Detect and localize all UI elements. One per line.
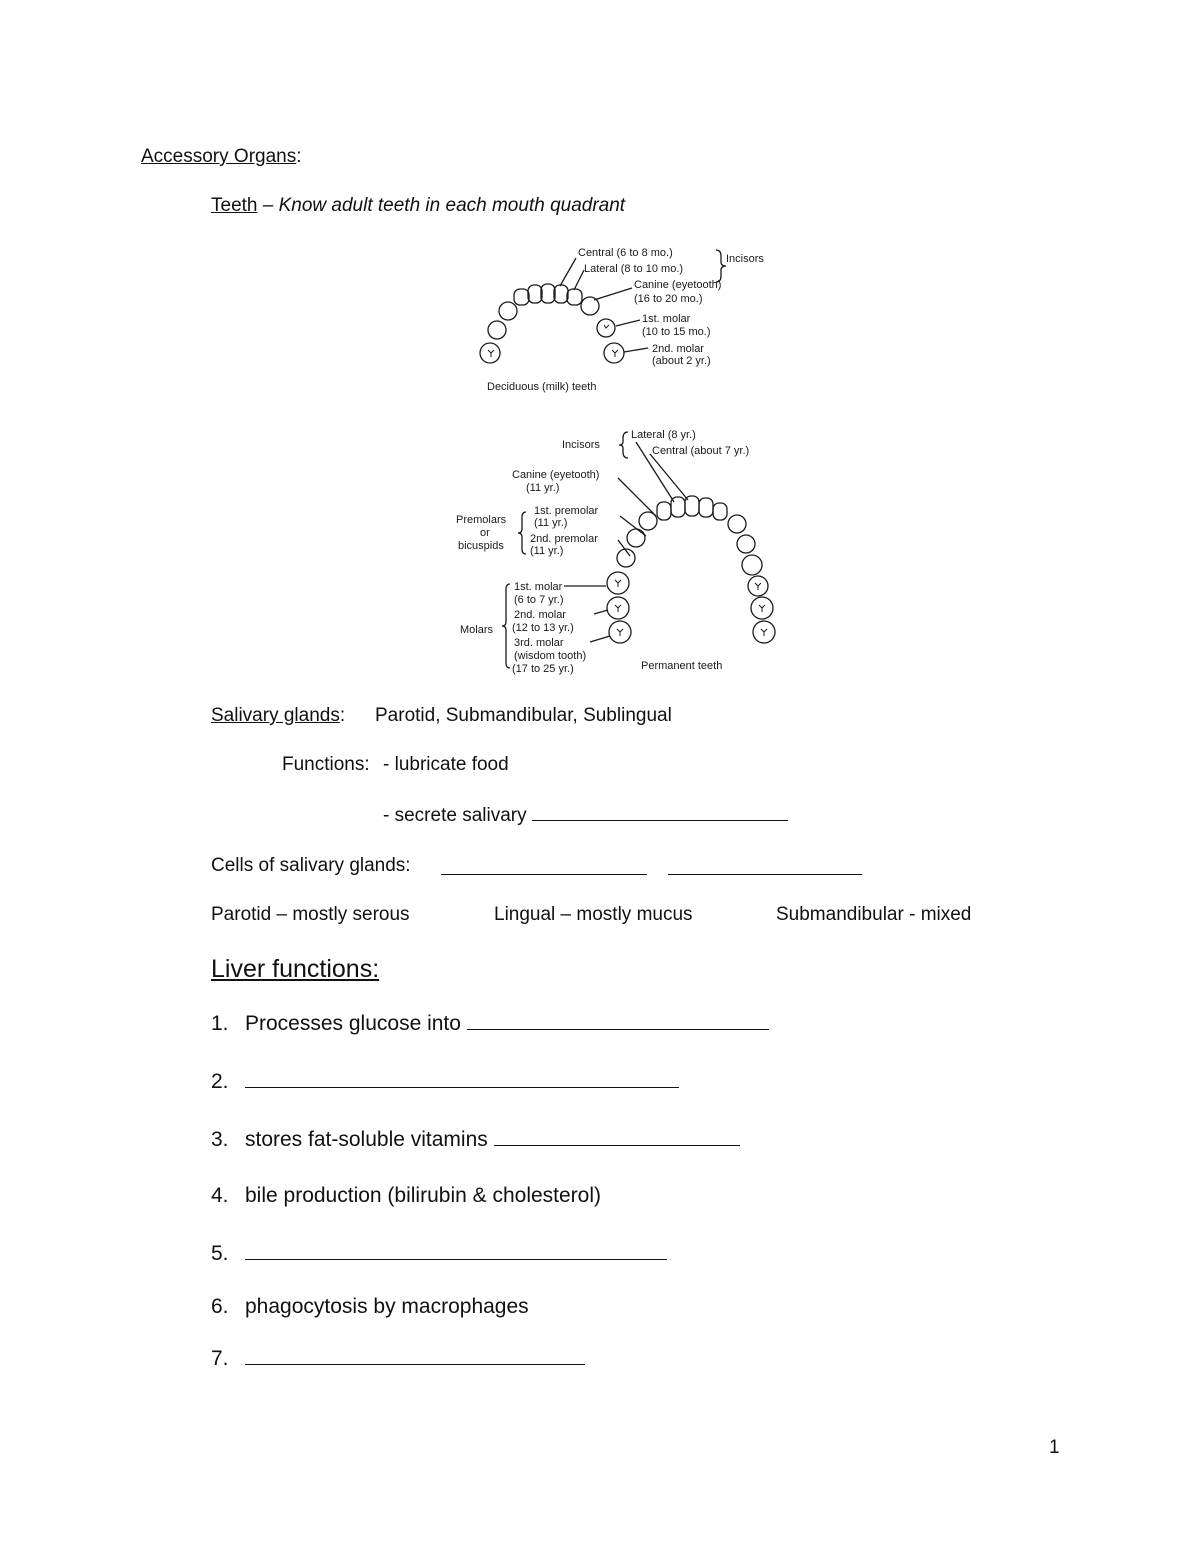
teeth-instruction: Know adult teeth in each mouth quadrant (278, 195, 626, 216)
teeth-dash: – (257, 195, 279, 216)
label-first-molar: 1st. molar (642, 313, 691, 325)
caption-permanent: Permanent teeth (641, 660, 723, 672)
teeth-line (211, 194, 625, 218)
salivary-label (211, 704, 345, 728)
deciduous-tooth (514, 289, 529, 305)
deciduous-teeth-diagram (470, 238, 790, 398)
label-perm-canine: Canine (eyetooth) (512, 469, 600, 481)
fill-blank-cell-2[interactable] (668, 858, 862, 875)
label-premolars: Premolars (456, 514, 507, 526)
caption-deciduous: Deciduous (milk) teeth (487, 381, 597, 393)
label-central: Central (6 to 8 mo.) (578, 247, 673, 259)
deciduous-tooth (604, 343, 624, 363)
salivary-label-text: Salivary glands (211, 705, 340, 726)
permanent-tooth (737, 535, 755, 553)
function-secrete (383, 804, 788, 828)
label-incisors: Incisors (726, 253, 764, 265)
page-number: 1 (1049, 1437, 1060, 1458)
liver-item-number: 5. (211, 1242, 229, 1265)
label-third-molar-age: (17 to 25 yr.) (512, 663, 574, 675)
page-title-colon: : (296, 146, 302, 167)
liver-item (211, 1183, 601, 1209)
label-wisdom-tooth: (wisdom tooth) (514, 650, 587, 662)
deciduous-tooth (541, 284, 555, 303)
permanent-tooth (627, 529, 645, 547)
label-bicuspids: bicuspids (458, 540, 504, 552)
liver-item-number: 4. (211, 1184, 229, 1207)
permanent-tooth (713, 503, 727, 520)
liver-item (211, 1241, 667, 1267)
page-title (141, 145, 302, 169)
label-second-molar: 2nd. molar (652, 343, 704, 355)
label-second-molar-age: (about 2 yr.) (652, 355, 711, 367)
function-lubricate: - lubricate food (383, 754, 509, 775)
page-title-text: Accessory Organs (141, 146, 297, 167)
liver-item (211, 1069, 679, 1095)
label-lateral: Lateral (8 to 10 mo.) (584, 263, 684, 275)
parotid-type: Parotid – mostly serous (211, 904, 410, 925)
salivary-label-colon: : (339, 705, 346, 726)
deciduous-tooth (480, 343, 500, 363)
label-perm-incisors: Incisors (562, 439, 600, 451)
label-canine: Canine (eyetooth) (634, 279, 722, 291)
deciduous-tooth (499, 302, 517, 320)
fill-blank-salivary[interactable] (532, 804, 788, 821)
label-perm-second-molar: 2nd. molar (514, 609, 566, 621)
fill-blank-liver-2[interactable] (245, 1071, 679, 1088)
label-perm-lateral: Lateral (8 yr.) (631, 429, 696, 441)
liver-item-number: 3. (211, 1128, 229, 1151)
label-second-premolar-age: (11 yr.) (530, 545, 564, 557)
permanent-tooth (728, 515, 746, 533)
functions-label: Functions: (282, 754, 370, 775)
permanent-tooth (742, 555, 762, 575)
liver-item-text: stores fat-soluble vitamins (245, 1128, 488, 1151)
deciduous-tooth (554, 285, 568, 303)
label-perm-canine-age: (11 yr.) (526, 482, 560, 494)
fill-blank-liver-3[interactable] (494, 1129, 740, 1146)
deciduous-tooth (488, 321, 506, 339)
liver-item (211, 1294, 529, 1320)
liver-item-text: phagocytosis by macrophages (245, 1295, 529, 1318)
label-perm-second-molar-age: (12 to 13 yr.) (512, 622, 574, 634)
deciduous-tooth (528, 285, 542, 303)
submandibular-type: Submandibular - mixed (776, 904, 972, 925)
label-third-molar: 3rd. molar (514, 637, 564, 649)
fill-blank-liver-7[interactable] (245, 1348, 585, 1365)
label-first-premolar-age: (11 yr.) (534, 517, 568, 529)
label-premolars-or: or (480, 527, 490, 539)
fill-blank-cell-1[interactable] (441, 858, 647, 875)
fill-blank-liver-1[interactable] (467, 1013, 769, 1030)
label-perm-central: Central (about 7 yr.) (652, 445, 750, 457)
liver-item-number: 7. (211, 1347, 229, 1370)
label-first-premolar: 1st. premolar (534, 505, 599, 517)
liver-item-number: 6. (211, 1295, 229, 1318)
liver-item (211, 1346, 585, 1372)
label-molars: Molars (460, 624, 494, 636)
cells-label: Cells of salivary glands: (211, 855, 411, 876)
function-secrete-text: - secrete salivary (383, 805, 527, 826)
liver-item-number: 2. (211, 1070, 229, 1093)
liver-item (211, 1011, 769, 1037)
liver-item (211, 1127, 740, 1153)
liver-item-text: Processes glucose into (245, 1012, 461, 1035)
permanent-teeth-diagram (450, 420, 800, 680)
label-perm-first-molar-age: (6 to 7 yr.) (514, 594, 564, 606)
label-second-premolar: 2nd. premolar (530, 533, 598, 545)
permanent-tooth (657, 502, 671, 520)
label-first-molar-age: (10 to 15 mo.) (642, 326, 711, 338)
liver-heading: Liver functions: (211, 955, 380, 983)
teeth-label: Teeth (211, 195, 258, 216)
label-canine-age: (16 to 20 mo.) (634, 293, 703, 305)
salivary-glands-list: Parotid, Submandibular, Sublingual (375, 705, 672, 726)
fill-blank-liver-5[interactable] (245, 1243, 667, 1260)
liver-item-text: bile production (bilirubin & cholesterol) (245, 1184, 602, 1207)
deciduous-tooth (567, 289, 582, 305)
liver-item-number: 1. (211, 1012, 229, 1035)
label-perm-first-molar: 1st. molar (514, 581, 563, 593)
lingual-type: Lingual – mostly mucus (494, 904, 693, 925)
permanent-tooth (699, 498, 713, 517)
